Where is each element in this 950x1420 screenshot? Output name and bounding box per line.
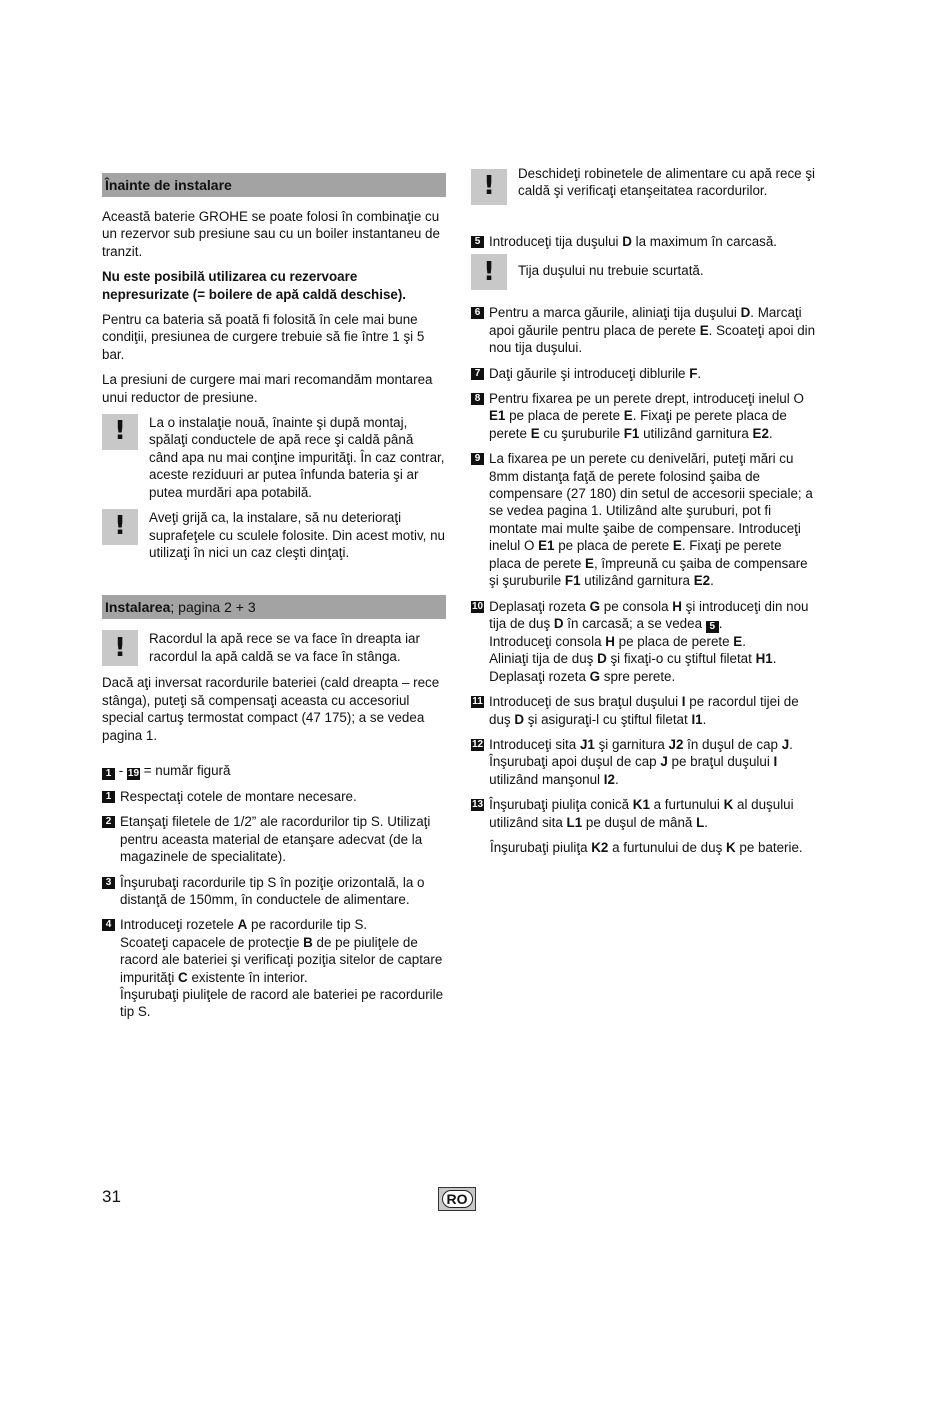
step: 7 Daţi găurile şi introduceţi diblurile F. [471, 365, 816, 382]
step-number-badge: 3 [102, 877, 115, 889]
figure-legend: 1 - 19 = număr figură [102, 762, 446, 780]
left-column [102, 165, 446, 1029]
warning-text: Racordul la apă rece se va face în dreapta iar racordul la apă caldă se va face în stânga. [149, 631, 420, 664]
exclamation-icon: ! [102, 630, 138, 666]
exclamation-icon: ! [471, 254, 507, 290]
warning-note [102, 414, 446, 501]
step-number-badge: 6 [471, 307, 484, 319]
step: 2 Etanşaţi filetele de 1/2” ale racordurilor tip S. Utilizaţi pentru aceasta material de etanşare adecvat (de la magazinele de specialitate). [102, 813, 446, 865]
step-number-badge: 13 [472, 799, 484, 811]
paragraph: La presiuni de curgere mai mari recomandăm montarea unui reductor de presiune. [102, 372, 433, 405]
figure-number-badge: 5 [706, 621, 719, 633]
figure-number-badge: 1 [102, 768, 115, 780]
warning-text: Tija duşului nu trebuie scurtată. [518, 263, 704, 279]
step-number-badge: 11 [472, 696, 483, 708]
warning-note [102, 509, 446, 561]
step-number-badge: 4 [102, 919, 115, 931]
right-column [471, 165, 816, 864]
step: 4 Introduceţi rozetele A pe racordurile tip S. Scoateţi capacele de protecţie B de pe piuliţele de racord ale bateriei şi verificaţi poziţia sitelor de captare impurităţi C existente în interior. Înşurubaţi piuliţele de racord ale bateriei pe racordurile tip S. [102, 916, 446, 1020]
step-number-badge: 2 [102, 816, 115, 828]
warning-note [102, 630, 446, 666]
warning-note [471, 254, 816, 290]
step: 5 Introduceţi tija duşului D la maximum în carcasă. [471, 233, 816, 250]
paragraph: Înşurubaţi piuliţa K2 a furtunului de duş K pe baterie. [490, 839, 803, 855]
step-number-badge: 7 [471, 368, 484, 380]
warning-text: Aveţi grijă ca, la instalare, să nu deterioraţi suprafeţele cu sculele folosite. Din acest motiv, nu utilizaţi în nici un caz cleşti dinţaţi. [149, 510, 445, 560]
step: 6 Pentru a marca găurile, aliniaţi tija duşului D. Marcaţi apoi găurile pentru placa de perete E. Scoateţi apoi din nou tija duşului. [471, 304, 816, 356]
step: 8 Pentru fixarea pe un perete drept, introduceţi inelul O E1 pe placa de perete E. Fixaţi pe perete placa de perete E cu şuruburile F1 utilizând garnitura E2. [471, 390, 816, 442]
exclamation-icon: ! [102, 414, 138, 450]
step: 1 Respectaţi cotele de montare necesare. [102, 788, 446, 805]
exclamation-icon: ! [471, 169, 507, 205]
step: 12 Introduceţi sita J1 şi garnitura J2 în duşul de cap J. Înşurubaţi apoi duşul de cap J pe braţul duşului I utilizând manşonul I2. [472, 736, 793, 787]
section-heading-installation: Instalarea; pagina 2 + 3 [102, 595, 446, 619]
step: 13 Înşurubaţi piuliţa conică K1 a furtunului K al duşului utilizând sita L1 pe duşul de mână L. [472, 797, 794, 830]
exclamation-icon: ! [102, 509, 138, 545]
warning-text: La o instalaţie nouă, înainte şi după montaj, spălaţi conductele de apă rece şi caldă până când apa nu mai conţine impurităţi. În caz contrar, aceste reziduuri ar putea înfunda bateria şi ar putea murdări apa potabilă. [149, 415, 445, 500]
page-number: 31 [102, 1187, 121, 1206]
warning-note [471, 165, 816, 205]
step: 9 La fixarea pe un perete cu denivelări, puteţi mări cu 8mm distanţa faţă de perete folosind şaiba de compensare (27 180) din setul de accesorii speciale; a se vedea pagina 1. Utilizând alte şuruburi, pot fi montate mai multe şaibe de compensare. Introduceţi inelul O E1 pe placa de perete E. Fixaţi pe perete placa de perete E, împreună cu şaiba de compensare şi şuruburile F1 utilizând garnitura E2. [471, 450, 816, 589]
paragraph: Această baterie GROHE se poate folosi în combinaţie cu un rezervor sub presiune sau cu un boiler instantaneu de tranzit. [102, 209, 440, 259]
step-number-badge: 10 [472, 600, 484, 612]
step-number-badge: 1 [102, 791, 115, 803]
step: 11 Introduceţi de sus braţul duşului I pe racordul tijei de duş D şi asiguraţi-l cu ştiftul filetat I1. [472, 694, 799, 727]
step-number-badge: 9 [471, 453, 484, 465]
paragraph: Dacă aţi inversat racordurile bateriei (cald dreapta – rece stânga), puteţi să compensaţi aceasta cu accesoriul special cartuş termostat compact (47 175); a se vedea pagina 1. [102, 675, 440, 743]
step-number-badge: 12 [472, 738, 484, 750]
paragraph-bold: Nu este posibilă utilizarea cu rezervoare nepresurizate (= boilere de apă caldă deschise). [102, 269, 407, 302]
step-number-badge: 5 [471, 236, 484, 248]
step: 10 Deplasaţi rozeta G pe consola H şi introduceţi din nou tija de duş D în carcasă; a se vedea 5 . Introduceţi consola H pe placa de perete E. Aliniaţi tija de duş D şi fixaţi-o cu ştiftul filetat H1. Deplasaţi rozeta G spre perete. [472, 598, 809, 684]
figure-number-badge: 19 [127, 767, 140, 779]
language-badge: RO [438, 1187, 476, 1211]
step: 3 Înşurubaţi racordurile tip S în poziţie orizontală, la o distanţă de 150mm, în conductele de alimentare. [102, 874, 446, 909]
section-heading-before-install: Înainte de instalare [102, 173, 446, 197]
warning-text: Deschideţi robinetele de alimentare cu apă rece şi caldă şi verificaţi etanşeitatea racordurilor. [518, 166, 815, 199]
paragraph: Pentru ca bateria să poată fi folosită în cele mai bune condiţii, presiunea de curgere trebuie să fie între 1 şi 5 bar. [102, 312, 425, 362]
step-number-badge: 8 [471, 393, 484, 405]
